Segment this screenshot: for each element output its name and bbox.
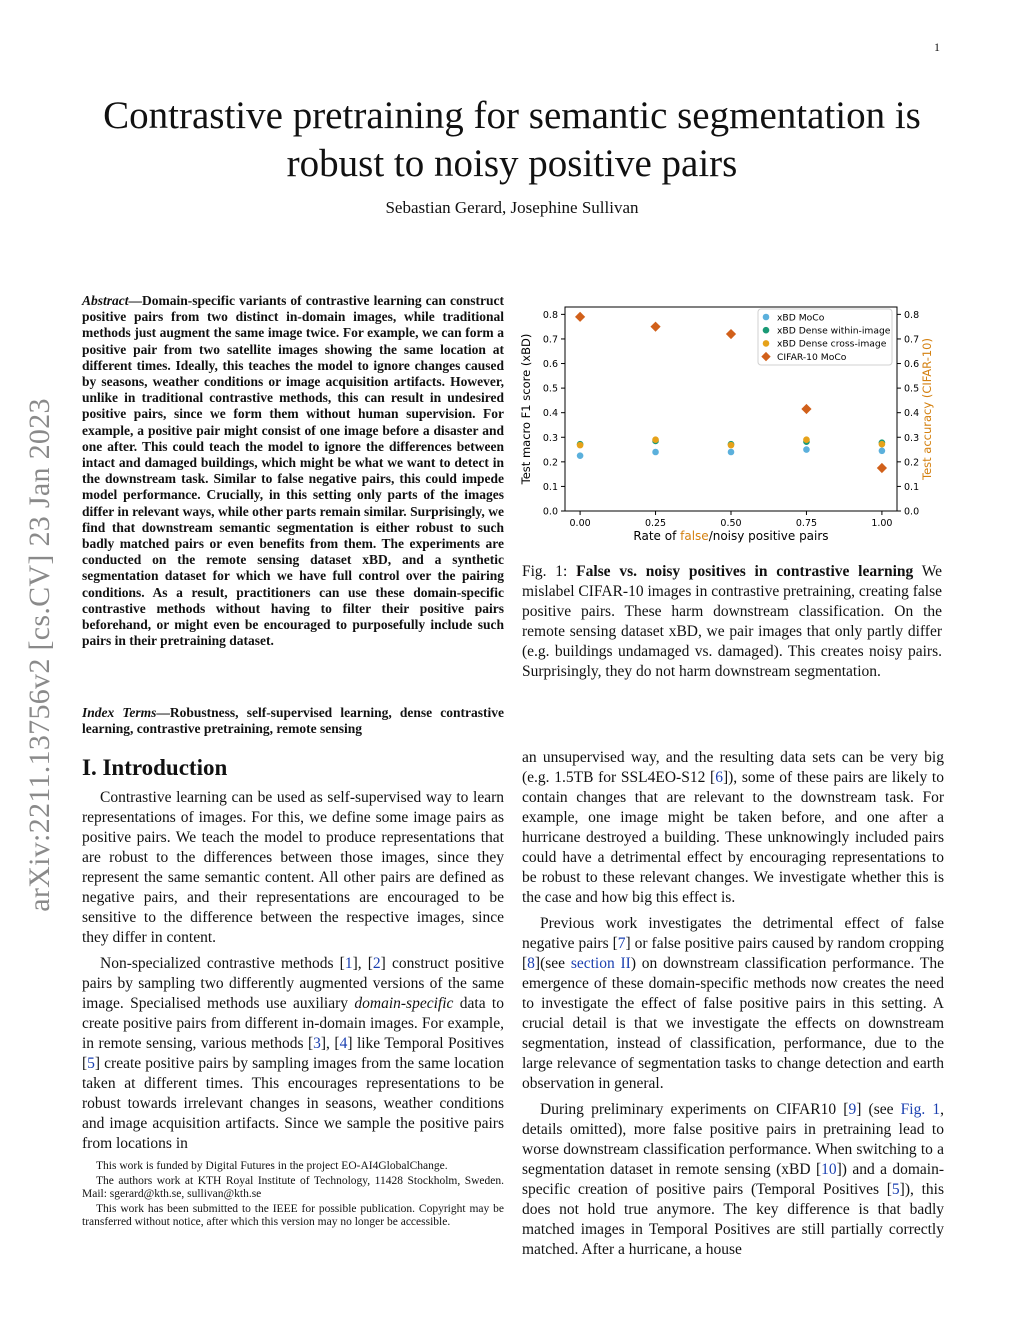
figure-caption-title: False vs. noisy positives in contrastive learning — [576, 563, 914, 580]
text-span: an unsupervised way, and the resulting data sets can be very big (e.g. 1.5TB for SSL4EO-S12 [ — [522, 749, 944, 786]
citation-link[interactable]: 3 — [313, 1035, 321, 1052]
text-span: ] (see — [856, 1101, 901, 1118]
index-terms-label: Index Terms — [82, 705, 157, 720]
y-tick-label-right: 0.2 — [904, 457, 920, 469]
text-span: Non-specialized contrastive methods [ — [100, 955, 345, 972]
figure-1-caption — [522, 562, 942, 682]
cifar10-moco-point — [801, 404, 811, 414]
text-span: data to create positive pairs from different in-domain images. For example, in remote sensing, various methods [ — [82, 995, 504, 1052]
x-label-part: Rate of — [633, 529, 681, 543]
text-span: During preliminary experiments on CIFAR10 [ — [540, 1101, 849, 1118]
citation-link[interactable]: 7 — [617, 935, 626, 952]
introduction-heading: I. Introduction — [82, 755, 228, 780]
cifar10-moco-point — [726, 329, 736, 339]
text-span: ] like Temporal Positives [ — [82, 1035, 505, 1072]
x-label-part: /noisy positive pairs — [708, 529, 829, 543]
legend-label: xBD Dense within-image — [777, 325, 891, 337]
y-tick-label-right: 0.0 — [904, 506, 920, 518]
x-tick-label: 0.50 — [720, 518, 742, 529]
figure-caption-text: We mislabel CIFAR-10 images in contrastive pretraining, creating false positive pairs. These harm downstream classification. On the remote sensing dataset xBD, we pair images that only partly differ (e.g. buildings undamaged vs. damaged). This creates noisy pairs. Surprisingly, they do not harm downstream segmentation. — [522, 563, 942, 680]
y-tick-label: 0.3 — [542, 432, 558, 444]
right-column-body — [522, 748, 944, 1266]
left-y-axis-ticks — [543, 310, 565, 518]
citation-link[interactable]: 1 — [344, 955, 353, 972]
intro-paragraph-1: Contrastive learning can be used as self-supervised way to learn representations of images. For this, we define some image pairs as positive pairs. We teach the model to produce representations that are robust to the differences between those images, since they represent the same semantic content. All other pairs are defined as negative pairs, and their representations are encouraged to be sensitive to the difference between the respective images, since they differ in content. — [82, 789, 504, 946]
text-span: ]) and a domain-specific creation of positive pairs (Temporal Positives [ — [522, 1161, 944, 1198]
citation-link[interactable]: 8 — [527, 955, 535, 972]
y-tick-label: 0.0 — [542, 506, 558, 518]
y-tick-label-right: 0.8 — [904, 309, 920, 321]
xbd-data-point — [728, 449, 735, 456]
xbd-data-point — [577, 442, 584, 449]
text-span: ]), this does not hold true anymore. The key difference is that badly matched images in Temporal Positives are still partially correctly matched. After a hurricane, a house — [522, 1181, 944, 1258]
paper-title: Contrastive pretraining for semantic segmentation is robust to noisy positive pairs — [103, 94, 921, 185]
intro-paragraph-2 — [82, 954, 504, 1154]
text-span: ] or false positive pairs caused by random cropping [ — [522, 935, 944, 972]
footnote-funding: This work is funded by Digital Futures in the project EO-AI4GlobalChange. — [96, 1160, 448, 1172]
y-tick-label-right: 0.3 — [904, 432, 920, 444]
y-tick-label-right: 0.4 — [904, 408, 920, 420]
introduction-body — [82, 788, 504, 1160]
abstract — [82, 293, 504, 649]
cifar10-moco-point — [877, 463, 887, 473]
xbd-data-point — [652, 436, 659, 443]
legend-label: CIFAR-10 MoCo — [777, 351, 847, 363]
text-span: ) on downstream classification performance. The emergence of these domain-specific methods now creates the need to investigate the effect of false positive pairs in this setting. A crucial detail is that we investigate the effects on downstream segmentation, instead of classification, performance, due to the large relevance of segmentation tasks to change detection and earth observation in general. — [522, 955, 944, 1092]
left-y-axis-label: Test macro F1 score (xBD) — [519, 333, 533, 485]
x-axis-label — [633, 529, 828, 543]
cifar10-moco-point — [575, 312, 585, 322]
scatter-plot — [519, 295, 942, 551]
y-tick-label: 0.7 — [542, 334, 558, 346]
text-span: ] create positive pairs by sampling images from the same location taken at different times. This encourages representations to be robust towards irrelevant changes in seasons, weather conditions and image acquisition artifacts. Since we sample the positive pairs from locations in — [82, 1055, 504, 1152]
y-tick-label-right: 0.6 — [904, 359, 920, 371]
citation-link[interactable]: 2 — [372, 955, 381, 972]
xbd-data-point — [652, 449, 659, 456]
emphasis-text: domain-specific — [354, 995, 454, 1012]
xbd-data-point — [803, 446, 810, 453]
arxiv-sidebar — [10, 360, 70, 950]
right-paragraph-3 — [522, 1100, 944, 1260]
y-tick-label-right: 0.5 — [904, 383, 920, 395]
arxiv-identifier: arXiv:2211.13756v2 [cs.CV] 23 Jan 2023 — [23, 398, 56, 912]
xbd-data-point — [577, 452, 584, 459]
right-y-axis-ticks — [897, 310, 919, 518]
page-number: 1 — [934, 40, 940, 54]
footnote-copyright: This work has been submitted to the IEEE for possible publication. Copyright may be transferred without notice, after which this version may no longer be accessible. — [82, 1202, 504, 1229]
y-tick-label: 0.6 — [542, 359, 558, 371]
xbd-data-point — [803, 436, 810, 443]
legend-marker — [763, 327, 770, 334]
footnotes — [82, 1160, 504, 1231]
citation-link[interactable]: 4 — [339, 1035, 348, 1052]
text-span: ], [ — [352, 955, 373, 972]
abstract-text: —Domain-specific variants of contrastive learning can construct positive pairs from two distinct in-domain images, while traditional methods just augment the same image twice. For example, we can form a positive pair from two satellite images showing the same location at different times. Ideally, this teaches the model to ignore changes caused by seasons, weather conditions or image acquisition artifacts. However, unlike in traditional contrastive methods, this can result in undesired positive pairs, since we form them without human supervision. For example, a positive pair might consist of one image before a disaster and one after. This could teach the model to ignore the differences between intact and damaged buildings, which might be what we want to detect in the downstream task. Similar to false negative pairs, this could impede model performance. Crucially, in this setting only parts of the images differ in relevant ways, while other parts remain similar. Surprisingly, we find that downstream semantic segmentation is either robust to such badly matched pairs or even benefits from them. The experiments are conducted on the remote sensing dataset xBD, and a synthetic segmentation dataset for which we have full control over the pairing conditions. As a result, practitioners can use these domain-specific contrastive methods without having to filter their positive pairs beforehand, or might even be encouraged to purposefully include such pairs in their pretraining dataset. — [82, 293, 504, 649]
index-terms-text: —Robustness, self-supervised learning, dense contrastive learning, contrastive pretraining, remote sensing — [82, 705, 504, 737]
y-tick-label-right: 0.7 — [904, 334, 920, 346]
text-span: Previous work investigates the detrimental effect of false negative pairs [ — [522, 915, 944, 952]
xbd-data-point — [728, 442, 735, 449]
x-axis-ticks — [570, 511, 893, 529]
citation-link[interactable]: 5 — [87, 1055, 95, 1072]
y-tick-label: 0.5 — [542, 383, 558, 395]
figure-1-chart — [519, 295, 942, 551]
legend — [758, 309, 892, 365]
citation-link[interactable]: 9 — [848, 1101, 857, 1118]
y-tick-label: 0.2 — [542, 457, 558, 469]
citation-link[interactable]: 5 — [891, 1181, 900, 1198]
legend-label: xBD MoCo — [777, 312, 825, 324]
y-tick-label: 0.4 — [542, 408, 558, 420]
xbd-data-point — [879, 447, 886, 454]
section-link[interactable]: section II — [570, 955, 631, 972]
figure-link[interactable]: Fig. 1 — [900, 1101, 941, 1118]
x-tick-label: 1.00 — [871, 518, 893, 529]
x-label-accent: false — [680, 529, 709, 543]
legend-label: xBD Dense cross-image — [777, 338, 887, 350]
x-tick-label: 0.00 — [569, 518, 591, 529]
xbd-data-point — [879, 441, 886, 448]
y-tick-label: 0.8 — [542, 309, 558, 321]
text-span: ](see — [534, 955, 571, 972]
footnote-affiliation: The authors work at KTH Royal Institute of Technology, 11428 Stockholm, Sweden. Mail: sgerard@kth.se, sullivan@kth.se — [82, 1174, 504, 1201]
right-paragraph-2 — [522, 914, 944, 1094]
index-terms — [82, 705, 504, 737]
x-tick-label: 0.75 — [795, 518, 818, 529]
y-tick-label: 0.1 — [542, 481, 558, 493]
legend-marker — [763, 314, 770, 321]
citation-link[interactable]: 10 — [821, 1161, 837, 1178]
cifar10-moco-point — [650, 322, 660, 332]
citation-link[interactable]: 6 — [715, 769, 723, 786]
text-span: ]), some of these pairs are likely to contain changes that are relevant to the downstream task. For example, one image might be taken before, and one after a hurricane destroyed a building. These unknowingly included pairs could have a detrimental effect by encouraging representations to be robust to these relevant changes. We investigate whether this is the case and how big this effect is. — [522, 769, 944, 906]
legend-marker — [763, 340, 770, 347]
right-y-axis-label: Test accuracy (CIFAR-10) — [920, 338, 934, 480]
text-span: ], [ — [320, 1035, 340, 1052]
text-span: , details omitted), more false positive pairs in pretraining lead to worse downstream classification performance. When switching to a segmentation dataset in remote sensing (xBD [ — [522, 1101, 944, 1178]
figure-label: Fig. 1: — [522, 563, 577, 580]
text-span: ] construct positive pairs by sampling two differently augmented versions of the same image. Specialised methods use auxiliary — [82, 955, 504, 1012]
y-tick-label-right: 0.1 — [904, 481, 920, 493]
right-paragraph-1 — [522, 748, 944, 908]
x-tick-label: 0.25 — [644, 518, 667, 529]
abstract-label: Abstract — [82, 293, 129, 308]
paper-authors: Sebastian Gerard, Josephine Sullivan — [385, 198, 639, 217]
